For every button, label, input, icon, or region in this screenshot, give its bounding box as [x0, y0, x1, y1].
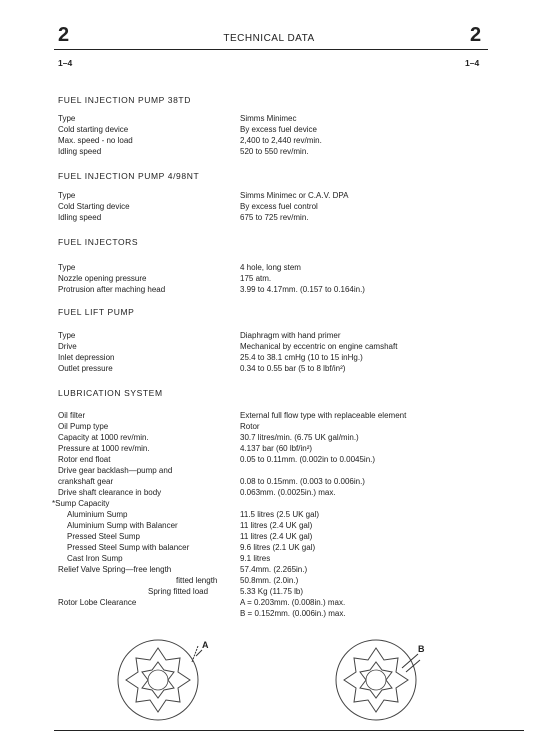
spec-label: Spring fitted load — [148, 587, 209, 596]
spec-value: By excess fuel device — [240, 125, 317, 134]
spec-row — [58, 124, 518, 135]
spec-row — [58, 273, 518, 284]
spec-value: 2,400 to 2,440 rev/min. — [240, 136, 322, 145]
spec-value: 4.137 bar (60 lbf/in²) — [240, 444, 313, 453]
spec-label: Aluminium Sump with Balancer — [67, 521, 178, 530]
spec-value: B = 0.152mm. (0.006in.) max. — [240, 609, 346, 618]
spec-row — [58, 284, 518, 295]
spec-row — [58, 135, 518, 146]
spec-value: Rotor — [240, 422, 260, 431]
spec-value: 4 hole, long stem — [240, 263, 301, 272]
spec-value: 11 litres (2.4 UK gal) — [240, 521, 313, 530]
page-ref-right: 1–4 — [465, 58, 480, 68]
spec-value: 25.4 to 38.1 cmHg (10 to 15 inHg.) — [240, 353, 363, 362]
spec-value: A = 0.203mm. (0.008in.) max. — [240, 598, 346, 607]
spec-label: Capacity at 1000 rev/min. — [58, 433, 149, 442]
spec-row — [58, 432, 518, 443]
spec-label: Rotor end float — [58, 455, 111, 464]
spec-value: 50.8mm. (2.0in.) — [240, 576, 299, 585]
spec-row — [58, 330, 518, 341]
spec-row — [58, 190, 518, 201]
spec-value: 57.4mm. (2.265in.) — [240, 565, 308, 574]
spec-label: Relief Valve Spring—free length — [58, 565, 172, 574]
spec-value: Mechanical by eccentric on engine camshaft — [240, 342, 398, 351]
spec-value: 9.1 litres — [240, 554, 271, 563]
spec-label: Drive shaft clearance in body — [58, 488, 162, 497]
chapter-number-right: 2 — [470, 24, 482, 46]
spec-value: Simms Minimec — [240, 114, 297, 123]
spec-label: Oil filter — [58, 411, 86, 420]
spec-row — [58, 575, 518, 586]
spec-row — [58, 454, 518, 465]
spec-label: *Sump Capacity — [52, 499, 110, 508]
spec-value: 3.99 to 4.17mm. (0.157 to 0.164in.) — [240, 285, 365, 294]
figure-label-a: A — [202, 640, 209, 650]
spec-label: Nozzle opening pressure — [58, 274, 147, 283]
spec-row — [58, 212, 518, 223]
spec-value: 520 to 550 rev/min. — [240, 147, 309, 156]
spec-value: 11 litres (2.4 UK gal) — [240, 532, 313, 541]
spec-label: Idling speed — [58, 147, 102, 156]
spec-value: 9.6 litres (2.1 UK gal) — [240, 543, 316, 552]
spec-row — [58, 465, 518, 476]
spec-label: Drive gear backlash—pump and — [58, 466, 173, 475]
spec-row — [58, 476, 518, 487]
spec-label: Pressed Steel Sump with balancer — [67, 543, 190, 552]
section-title-injection-pump-498nt: FUEL INJECTION PUMP 4/98NT — [58, 171, 200, 181]
spec-row — [58, 597, 518, 608]
spec-row — [52, 498, 518, 509]
spec-row — [58, 363, 518, 374]
figure-label-b: B — [418, 644, 425, 654]
spec-value: 0.05 to 0.11mm. (0.002in to 0.0045in.) — [240, 455, 376, 464]
spec-label: Pressure at 1000 rev/min. — [58, 444, 150, 453]
spec-label: Drive — [58, 342, 77, 351]
section-title-fuel-lift-pump: FUEL LIFT PUMP — [58, 307, 135, 317]
spec-value: 0.08 to 0.15mm. (0.003 to 0.006in.) — [240, 477, 365, 486]
spec-row — [58, 262, 518, 273]
spec-row — [58, 113, 518, 124]
spec-row — [58, 201, 518, 212]
spec-value: 11.5 litres (2.5 UK gal) — [240, 510, 319, 519]
spec-value: 175 atm. — [240, 274, 272, 283]
spec-label: Rotor Lobe Clearance — [58, 598, 137, 607]
spec-label: Oil Pump type — [58, 422, 109, 431]
spec-label: Outlet pressure — [58, 364, 113, 373]
spec-row — [58, 542, 518, 553]
spec-label: Max. speed - no load — [58, 136, 133, 145]
spec-row — [58, 531, 518, 542]
spec-label: Type — [58, 331, 76, 340]
spec-label: Type — [58, 263, 76, 272]
spec-label: crankshaft gear — [58, 477, 114, 486]
spec-label: fitted length — [176, 576, 218, 585]
spec-row — [58, 421, 518, 432]
spec-value: 5.33 Kg (11.75 lb) — [240, 587, 304, 596]
spec-row — [58, 509, 518, 520]
spec-row — [58, 553, 518, 564]
section-title-fuel-injectors: FUEL INJECTORS — [58, 237, 139, 247]
spec-row — [58, 352, 518, 363]
page-ref-left: 1–4 — [58, 58, 73, 68]
spec-row — [58, 564, 518, 575]
spec-value: External full flow type with replaceable element — [240, 411, 407, 420]
spec-label: Aluminium Sump — [67, 510, 128, 519]
spec-value: 30.7 litres/min. (6.75 UK gal/min.) — [240, 433, 359, 442]
rotor-diagram-b — [330, 632, 430, 724]
spec-label: Protrusion after maching head — [58, 285, 166, 294]
spec-value: 0.063mm. (0.0025in.) max. — [240, 488, 336, 497]
spec-row — [58, 487, 518, 498]
spec-value: 0.34 to 0.55 bar (5 to 8 lbf/in²) — [240, 364, 346, 373]
spec-label: Inlet depression — [58, 353, 115, 362]
spec-row — [58, 586, 518, 597]
spec-label: Cast Iron Sump — [67, 554, 123, 563]
spec-label: Idling speed — [58, 213, 102, 222]
spec-label: Pressed Steel Sump — [67, 532, 140, 541]
spec-row — [58, 341, 518, 352]
spec-value: By excess fuel control — [240, 202, 318, 211]
spec-value: Simms Minimec or C.A.V. DPA — [240, 191, 349, 200]
spec-row — [58, 608, 518, 619]
spec-row — [58, 410, 518, 421]
spec-label: Type — [58, 114, 76, 123]
section-title-lubrication-system: LUBRICATION SYSTEM — [58, 388, 163, 398]
spec-value: Diaphragm with hand primer — [240, 331, 341, 340]
header-rule — [54, 49, 488, 50]
page-title: TECHNICAL DATA — [223, 33, 315, 44]
spec-row — [58, 520, 518, 531]
spec-label: Cold Starting device — [58, 202, 130, 211]
spec-label: Type — [58, 191, 76, 200]
section-title-injection-pump-38td: FUEL INJECTION PUMP 38TD — [58, 95, 191, 105]
spec-row — [58, 443, 518, 454]
spec-label: Cold starting device — [58, 125, 129, 134]
spec-value: 675 to 725 rev/min. — [240, 213, 309, 222]
rotor-diagram-a — [112, 632, 212, 724]
chapter-number-left: 2 — [58, 24, 70, 46]
footer-rule — [54, 730, 524, 731]
spec-row — [58, 146, 518, 157]
